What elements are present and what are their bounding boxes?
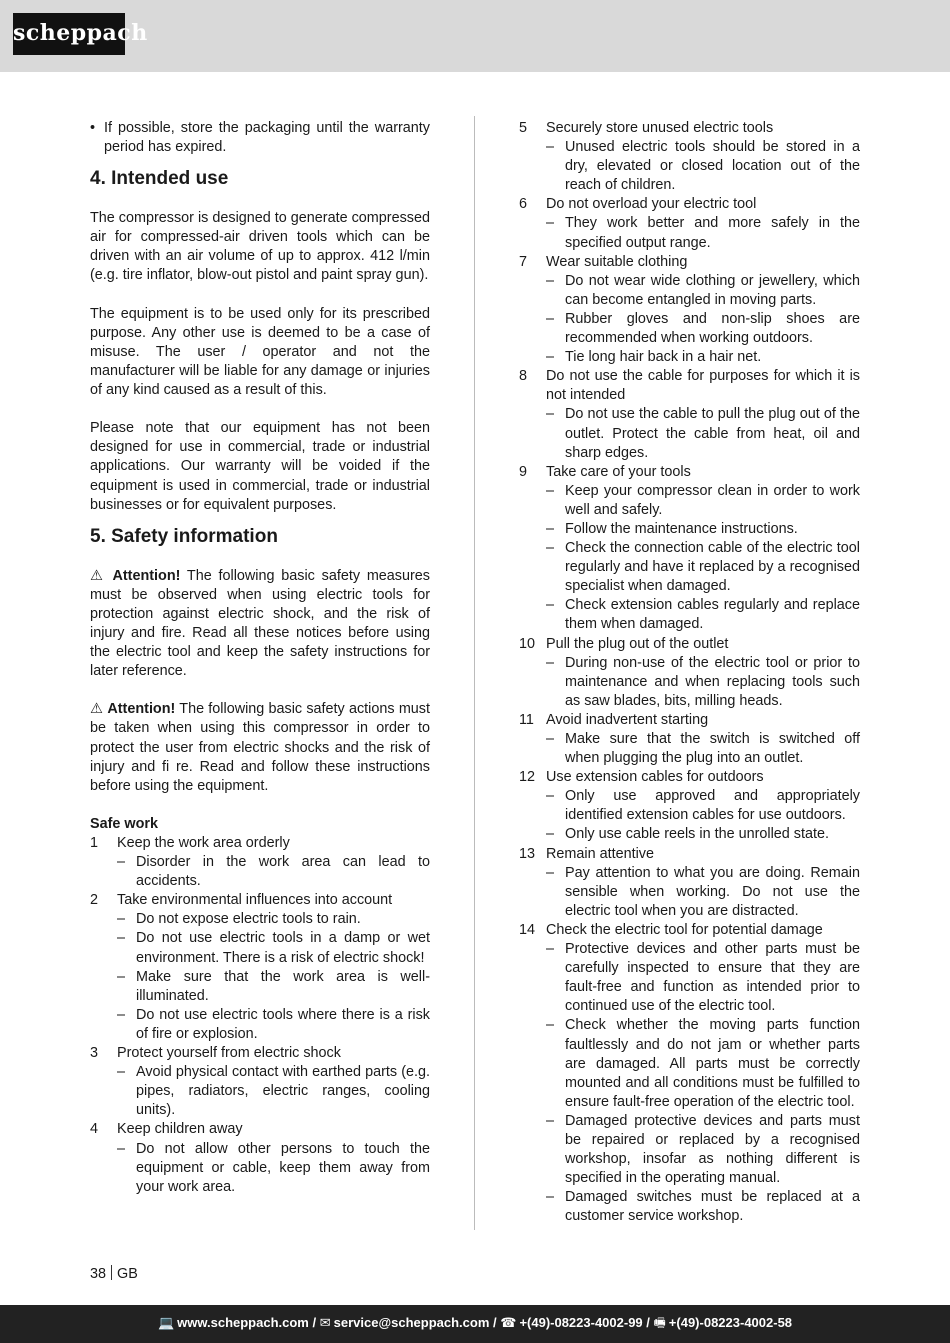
sub-item: – Protective devices and other parts must be carefully inspected to ensure that they are fault-free and function as intended prior to continued use of the electric tool. [546,941,860,1015]
section-5-heading: 5. Safety information [90,525,278,547]
dash-icon: – [546,540,555,557]
item-title: Avoid inadvertent starting [546,711,709,728]
phone-icon: ☎ [500,1315,517,1330]
sub-item: – Unused electric tools should be stored in a dry, elevated or closed location out of the reach of children. [546,139,860,194]
item-number: 14 [519,921,536,938]
warning-triangle-icon: ⚠ [90,701,104,718]
intended-use-paragraph-1: The compressor is designed to generate compressed air for compressed-air driven tools which can be driven with an air volume of up to approx. 412 l/min (e.g. tire inflator, blow-out pistol and paint spray gun). [90,210,430,284]
sub-item: – Only use approved and appropriately identified extension cables for use outdoors. [546,788,860,824]
dash-icon: – [546,406,555,423]
list-item-10 [519,635,860,654]
list-item-14 [519,921,860,940]
right-column [519,119,860,1226]
column-divider [474,116,475,1230]
dash-icon: – [546,215,555,232]
item-title: Securely store unused electric tools [546,120,774,136]
page-number-separator [111,1265,112,1280]
item-number: 12 [519,769,536,786]
email-link[interactable]: service@scheppach.com / [333,1315,497,1330]
list-item-2 [90,891,430,910]
section-4-heading: 4. Intended use [90,168,229,190]
sub-item: – Check whether the moving parts function faultlessly and do not jam or whether parts are damaged. All parts must be correctly mounted and all conditions must be fulfilled to ensure fault-free operation of the electric tool. [546,1017,860,1110]
dash-icon: – [117,854,126,871]
list-item-5 [519,119,860,138]
computer-icon: 💻 [157,1315,175,1330]
safe-work-list-right [519,119,860,1226]
attention-paragraph-2: ⚠ Attention! The following basic safety actions must be taken when using this compressor in order to protect the user from electric shocks and the risk of injury and fi re. Read and follow these instructions before using the equipment. [90,701,430,794]
website-link[interactable]: www.scheppach.com / [177,1315,317,1330]
item-number: 8 [519,368,528,385]
dash-icon: – [546,731,555,747]
sub-item: – They work better and more safely in the specified output range. [546,215,860,251]
sub-item: – Check the connection cable of the electric tool regularly and have it replaced by a recognised specialist when damaged. [546,540,860,595]
sub-item: – Tie long hair back in a hair net. [519,348,860,367]
warning-triangle-icon: ⚠ [90,567,106,584]
sub-item: – Pay attention to what you are doing. Remain sensible when working. Do not use the electric tool when you are distracted. [546,864,860,919]
item-number: 10 [519,635,536,652]
item-title: Use extension cables for outdoors [546,769,764,786]
item-title: Check the electric tool for potential damage [546,921,823,938]
item-title: Protect yourself from electric shock [117,1045,341,1062]
sub-item: – During non-use of the electric tool or prior to maintenance and when replacing tools such as saw blades, bits, milling heads. [546,654,860,709]
bullet-icon: • [90,120,96,136]
dash-icon: – [546,864,555,881]
item-number: 2 [90,892,99,909]
sub-item: – Keep your compressor clean in order to work well and safely. [546,482,860,518]
dash-icon: – [546,1112,555,1129]
item-number: 1 [90,835,99,851]
list-item-13 [519,845,860,864]
list-item-12 [519,768,860,787]
item-number: 7 [519,253,528,270]
page-header [0,0,950,72]
dash-icon: – [117,911,126,928]
list-item-6 [519,195,860,214]
sub-item: – Do not use the cable to pull the plug out of the outlet. Protect the cable from heat, oil and sharp edges. [546,406,860,461]
dash-icon: – [546,654,555,671]
item-title: Take care of your tools [546,463,691,480]
item-number: 4 [90,1121,99,1138]
dash-icon: – [546,272,555,289]
scheppach-logo: scheppach [13,13,125,55]
fax-icon: 🖷 [653,1315,666,1330]
attention-label: Attention! [107,701,176,718]
sub-item: – Damaged switches must be replaced at a customer service workshop. [546,1189,860,1225]
list-item-3 [90,1044,430,1063]
dash-icon: – [117,1064,126,1081]
item-title: Pull the plug out of the outlet [546,635,729,652]
sub-item: – Damaged protective devices and parts must be repaired or replaced by a recognised workshop, insofar as nothing different is specified in the operating manual. [546,1112,860,1187]
item-title: Keep the work area orderly [117,835,290,851]
left-column [90,119,430,1197]
sub-item: – Rubber gloves and non-slip shoes are recommended when working outdoors. [546,310,860,347]
list-item-7 [519,253,860,272]
dash-icon: – [546,941,555,958]
sub-item: – Disorder in the work area can lead to accidents. [117,854,430,890]
sub-item: – Make sure that the work area is well-illuminated. [117,968,430,1004]
dash-icon: – [546,139,555,156]
item-number: 5 [519,120,528,136]
sub-item: – Only use cable reels in the unrolled state. [519,825,860,844]
item-number: 13 [519,845,536,862]
list-item-1 [90,834,430,853]
attention-paragraph-1: ⚠ Attention! The following basic safety measures must be observed when using electric tools for protection against electric shock, and the risk of injury and fire. Read all these notices before using the electric tool and keep the safety instructions for later reference. [90,567,430,680]
sub-item: – Do not expose electric tools to rain. [90,910,430,929]
dash-icon: – [117,968,126,985]
dash-icon: – [546,788,555,805]
fax-number: +(49)-08223-4002-58 [668,1315,793,1330]
intended-use-paragraph-2: The equipment is to be used only for its prescribed purpose. Any other use is deemed to be a case of misuse. The user / operator and not the manufacturer will be liable for any damage or injuries of any kind caused as a result of this. [90,305,430,399]
page-number: 38 GB [90,1266,138,1282]
dash-icon: – [117,1140,126,1157]
list-item-8 [519,367,860,405]
sub-item: – Do not use electric tools where there is a risk of fire or explosion. [117,1006,430,1042]
safe-work-heading: Safe work [90,815,158,832]
sub-item: – Do not allow other persons to touch the equipment or cable, keep them away from your work area. [117,1140,430,1195]
item-title: Remain attentive [546,845,654,862]
list-item-4 [90,1120,430,1139]
item-title: Wear suitable clothing [546,253,688,270]
dash-icon: – [117,930,126,947]
sub-item: – Check extension cables regularly and replace them when damaged. [546,597,860,633]
list-item-9 [519,463,860,482]
sub-item: – Do not use electric tools in a damp or wet environment. There is a risk of electric shock! [117,930,430,966]
intended-use-paragraph-3: Please note that our equipment has not been designed for use in commercial, trade or industrial applications. Our warranty will be voided if the equipment is used in commercial, trade or industrial businesses or for equivalent purposes. [90,420,430,513]
phone-number: +(49)-08223-4002-99 / [519,1315,650,1330]
list-item-11 [519,711,860,730]
item-number: 11 [519,711,534,728]
item-number: 6 [519,196,528,213]
item-number: 3 [90,1045,99,1062]
dash-icon: – [546,349,555,366]
sub-item: – Avoid physical contact with earthed parts (e.g. pipes, radiators, electric ranges, cooling units). [117,1064,430,1119]
attention-label: Attention! [112,567,181,584]
dash-icon: – [546,1017,555,1034]
item-number: 9 [519,463,528,480]
dash-icon: – [117,1006,126,1023]
sub-item: – Do not wear wide clothing or jewellery, which can become entangled in moving parts. [546,272,860,308]
item-title: Do not overload your electric tool [546,196,757,213]
sub-item: – Make sure that the switch is switched off when plugging the plug into an outlet. [546,731,860,767]
dash-icon: – [546,482,555,499]
dash-icon: – [546,1189,555,1206]
contact-footer [0,1305,950,1343]
safe-work-list-left [90,834,430,1197]
email-icon: ✉ [319,1315,331,1330]
dash-icon: – [546,310,555,327]
dash-icon: – [546,597,555,614]
item-title: Do not use the cable for purposes for which it is not intended [546,368,860,404]
item-title: Keep children away [117,1121,243,1138]
sub-item: – Follow the maintenance instructions. [519,520,860,539]
dash-icon: – [546,826,555,843]
packaging-note: • If possible, store the packaging until the warranty period has expired. [90,120,430,156]
dash-icon: – [546,520,555,537]
item-title: Take environmental influences into account [117,892,393,909]
